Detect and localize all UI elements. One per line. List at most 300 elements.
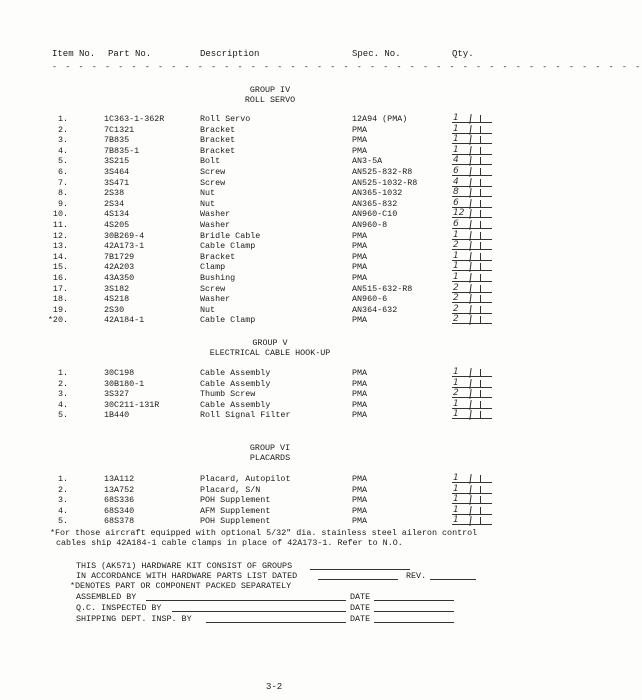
table-row: [0, 410, 540, 420]
qty-mark: [452, 262, 500, 272]
part-number: 13A112: [104, 474, 135, 484]
qty-check-mark-2: [480, 126, 481, 134]
qty-handwritten: 12: [453, 208, 465, 219]
qty-mark: [452, 410, 500, 420]
part-number: 30C198: [104, 368, 135, 378]
part-number: 68S336: [104, 495, 135, 506]
part-description: Cable Clamp: [200, 315, 256, 326]
qty-check-mark-2: [480, 136, 481, 144]
spec-number: AN960-6: [352, 294, 388, 305]
part-description: Bridle Cable: [200, 230, 261, 241]
qty-check-mark-2: [480, 263, 481, 271]
qty-handwritten: 2: [453, 293, 459, 304]
part-description: Bracket: [200, 135, 236, 146]
part-number: 43A350: [104, 273, 135, 283]
item-number: 4.: [57, 399, 68, 410]
spec-number: AN525-1032-R8: [352, 177, 418, 188]
part-description: Washer: [200, 220, 231, 230]
rev-fill-line[interactable]: [430, 571, 476, 580]
spec-number: AN365-832: [352, 198, 398, 209]
item-number: 2.: [57, 124, 68, 135]
item-number: 3.: [57, 389, 68, 400]
qc-date-label: DATE: [350, 603, 371, 613]
qty-mark: [452, 125, 500, 135]
qty-mark: [452, 114, 500, 124]
qty-checkbox[interactable]: [452, 284, 500, 294]
qty-check-mark-2: [480, 274, 481, 282]
part-number: 4S134: [104, 209, 130, 220]
qty-checkbox[interactable]: [452, 495, 500, 505]
qty-handwritten: 1: [453, 473, 459, 483]
qty-check-mark-2: [480, 157, 481, 165]
qty-check-mark-2: [480, 507, 481, 515]
dated-fill-line[interactable]: [318, 571, 398, 580]
qty-mark: [452, 241, 500, 251]
qty-checkbox[interactable]: [452, 474, 500, 484]
qty-checkbox[interactable]: [452, 199, 500, 209]
qty-checkbox[interactable]: [452, 231, 500, 241]
qty-check-mark-2: [480, 475, 481, 483]
qty-checkbox[interactable]: [452, 516, 500, 526]
spec-number: PMA: [352, 262, 368, 273]
item-number: 8.: [57, 188, 68, 199]
item-number: 5.: [57, 516, 68, 527]
qty-handwritten: 1: [453, 504, 459, 515]
part-description: AFM Supplement: [200, 505, 271, 516]
table-row: [0, 506, 540, 516]
qty-mark: [452, 495, 500, 505]
table-row: [0, 516, 540, 526]
header-part-no: Part No.: [108, 49, 152, 59]
qty-check-mark-2: [480, 390, 481, 398]
spec-number: AN364-632: [352, 304, 398, 315]
qty-check-mark-2: [480, 210, 481, 218]
qty-checkbox[interactable]: [452, 262, 500, 272]
qty-check-mark-2: [480, 253, 481, 261]
qty-checkbox[interactable]: [452, 273, 500, 283]
spec-number: PMA: [352, 273, 368, 283]
qty-mark: [452, 284, 500, 294]
table-row: [0, 485, 540, 495]
shipping-date-fill-line[interactable]: [374, 614, 454, 623]
assembled-date-fill-line[interactable]: [374, 592, 454, 601]
qty-mark: [452, 188, 500, 198]
qty-handwritten: 2: [453, 240, 459, 251]
table-row: [0, 294, 540, 304]
part-description: Cable Clamp: [200, 241, 256, 252]
part-description: Cable Assembly: [200, 378, 271, 389]
qty-handwritten: 2: [453, 314, 459, 325]
spec-number: PMA: [352, 399, 368, 410]
column-header: [0, 49, 540, 61]
qty-checkbox[interactable]: [452, 294, 500, 304]
group-v-title: GROUP V: [252, 338, 288, 348]
header-divider: - - - - - - - - - - - - - - - - - - - - - - - - - - - - - - - - - - - - - - - - - - - - -: [52, 62, 642, 72]
qty-handwritten: 1: [453, 367, 459, 377]
assembled-date-label: DATE: [350, 592, 371, 602]
qty-mark: [452, 368, 500, 378]
qty-check-mark-2: [480, 200, 481, 208]
qty-checkbox[interactable]: [452, 146, 500, 156]
part-number: 1B440: [104, 410, 130, 421]
qty-check-mark-2: [480, 401, 481, 409]
qty-handwritten: 2: [453, 282, 459, 293]
qty-checkbox[interactable]: [452, 209, 500, 219]
spec-number: PMA: [352, 368, 368, 378]
qty-mark: [452, 209, 500, 219]
qty-checkbox[interactable]: [452, 135, 500, 145]
part-description: Nut: [200, 304, 216, 315]
qty-handwritten: 1: [453, 494, 459, 505]
spec-number: PMA: [352, 315, 368, 326]
qty-checkbox[interactable]: [452, 125, 500, 135]
qty-mark: [452, 516, 500, 526]
part-number: 2S38: [104, 188, 125, 199]
qty-mark: [452, 231, 500, 241]
part-description: Screw: [200, 167, 226, 177]
spec-number: PMA: [352, 251, 368, 262]
table-row: [0, 220, 540, 230]
part-description: Placard, S/N: [200, 484, 261, 495]
item-number: 11.: [52, 220, 68, 230]
qty-checkbox[interactable]: [452, 368, 500, 378]
part-description: Screw: [200, 283, 226, 294]
part-description: Bracket: [200, 145, 236, 156]
qty-mark: [452, 178, 500, 188]
table-row: [0, 379, 540, 389]
qty-handwritten: 6: [453, 166, 459, 176]
qty-mark: [452, 400, 500, 410]
qty-checkbox[interactable]: [452, 188, 500, 198]
header-item-no: Item No.: [52, 49, 96, 59]
item-number: 18.: [52, 294, 68, 305]
part-number: 3S327: [104, 389, 130, 400]
qty-mark: [452, 294, 500, 304]
spec-number: PMA: [352, 135, 368, 146]
table-row: [0, 284, 540, 294]
item-number: 3.: [57, 495, 68, 506]
spec-number: PMA: [352, 241, 368, 252]
header-qty: Qty.: [452, 49, 474, 59]
qty-handwritten: 2: [453, 388, 459, 399]
spec-number: AN515-632-R8: [352, 283, 413, 294]
table-row: [0, 167, 540, 177]
table-row: [0, 146, 540, 156]
footer-kit-groups: [76, 561, 496, 571]
table-row: [0, 199, 540, 209]
qty-checkbox[interactable]: [452, 485, 500, 495]
qty-check-mark-2: [480, 306, 481, 314]
item-number: 2.: [57, 484, 68, 495]
table-row: [0, 315, 540, 325]
qty-handwritten: 1: [453, 123, 459, 134]
qty-check-mark-2: [480, 380, 481, 388]
qty-check-mark-2: [480, 189, 481, 197]
item-number: 1.: [57, 114, 68, 124]
table-row: [0, 495, 540, 505]
table-row: [0, 125, 540, 135]
qty-checkbox[interactable]: [452, 178, 500, 188]
qty-mark: [452, 305, 500, 315]
qty-checkbox[interactable]: [452, 305, 500, 315]
qty-checkbox[interactable]: [452, 379, 500, 389]
qty-handwritten: 6: [453, 197, 459, 208]
part-number: 13A752: [104, 484, 135, 495]
footer-kit-groups-text: THIS (AK571) HARDWARE KIT CONSIST OF GROUPS: [76, 561, 293, 571]
qty-check-mark-2: [480, 168, 481, 176]
part-description: Bracket: [200, 124, 236, 135]
qty-mark: [452, 156, 500, 166]
qty-check-mark-2: [480, 316, 481, 324]
qty-handwritten: 1: [453, 398, 459, 409]
group-iv-title: GROUP IV: [249, 85, 291, 95]
qty-check-mark-2: [480, 242, 481, 250]
qty-mark: [452, 252, 500, 262]
table-row: [0, 474, 540, 484]
part-description: Thumb Screw: [200, 389, 256, 400]
item-number: 1.: [57, 368, 68, 378]
qty-mark: [452, 146, 500, 156]
part-number: 42A203: [104, 262, 135, 273]
qty-mark: [452, 506, 500, 516]
qc-inspected-label: Q.C. INSPECTED BY: [76, 603, 162, 613]
qty-check-mark-2: [480, 295, 481, 303]
qty-checkbox[interactable]: [452, 400, 500, 410]
qty-checkbox[interactable]: [452, 252, 500, 262]
table-row: [0, 188, 540, 198]
footnote-line-2: cables ship 42A184-1 cable clamps in place of 42A173-1. Refer to N.O.: [56, 538, 403, 548]
part-description: POH Supplement: [200, 495, 271, 506]
footer-denotes-text: *DENOTES PART OR COMPONENT PACKED SEPARATELY: [70, 581, 292, 591]
spec-number: PMA: [352, 505, 368, 516]
qty-handwritten: 6: [453, 219, 459, 229]
qty-handwritten: 2: [453, 303, 459, 314]
footer-qc-inspected: [76, 603, 496, 613]
item-number: 5.: [57, 410, 68, 421]
item-number: 16.: [52, 273, 68, 283]
spec-number: PMA: [352, 124, 368, 135]
qty-mark: [452, 485, 500, 495]
qty-check-mark-2: [480, 179, 481, 187]
spec-number: AN365-1032: [352, 188, 403, 199]
footer-parts-list-text: IN ACCORDANCE WITH HARDWARE PARTS LIST DATED: [76, 571, 298, 581]
table-row: [0, 252, 540, 262]
qty-handwritten: 1: [453, 229, 459, 240]
qty-check-mark-2: [480, 411, 481, 419]
spec-number: AN525-832-R8: [352, 167, 413, 177]
table-row: [0, 273, 540, 283]
qty-mark: [452, 135, 500, 145]
qty-checkbox[interactable]: [452, 156, 500, 166]
spec-number: PMA: [352, 516, 368, 527]
group-iv-subtitle: ROLL SERVO: [244, 95, 296, 105]
table-row: [0, 262, 540, 272]
assembled-by-label: ASSEMBLED BY: [76, 592, 137, 602]
qty-underline: [452, 323, 492, 324]
qty-check-mark-2: [480, 517, 481, 525]
qty-checkbox[interactable]: [452, 315, 500, 325]
part-description: Nut: [200, 198, 216, 209]
qty-mark: [452, 167, 500, 177]
part-number: 68S378: [104, 516, 135, 527]
part-number: 2S34: [104, 198, 125, 209]
item-number: 9.: [57, 198, 68, 209]
part-description: Bushing: [200, 273, 236, 283]
part-number: 3S471: [104, 177, 130, 188]
qty-checkbox[interactable]: [452, 389, 500, 399]
footer-rev-label: REV.: [406, 571, 427, 581]
item-number: 6.: [57, 167, 68, 177]
qty-mark: [452, 220, 500, 230]
footnote-line-1: *For those aircraft equipped with optional 5/32" dia. stainless steel aileron control: [50, 528, 478, 538]
qty-check-mark-2: [480, 369, 481, 377]
qty-mark: [452, 315, 500, 325]
item-number: 14.: [52, 251, 68, 262]
part-description: Roll Servo: [200, 114, 251, 124]
part-number: 2S30: [104, 304, 125, 315]
part-number: 42A173-1: [104, 241, 145, 252]
qty-checkbox[interactable]: [452, 167, 500, 177]
qty-checkbox[interactable]: [452, 506, 500, 516]
part-description: Bracket: [200, 251, 236, 262]
qty-checkbox[interactable]: [452, 220, 500, 230]
group-v-subtitle: ELECTRICAL CABLE HOOK-UP: [209, 348, 331, 358]
shipping-insp-fill-line[interactable]: [206, 614, 346, 623]
header-description: Description: [200, 49, 260, 59]
part-number: 3S464: [104, 167, 130, 177]
part-description: Screw: [200, 177, 226, 188]
qty-underline: [452, 524, 492, 525]
footer-shipping-insp: [76, 614, 496, 624]
shipping-insp-label: SHIPPING DEPT. INSP. BY: [76, 614, 192, 624]
part-description: Bolt: [200, 156, 221, 167]
item-number: 4.: [57, 505, 68, 516]
part-number: 1C363-1-362R: [104, 114, 165, 124]
item-number: 17.: [52, 283, 68, 294]
table-row: [0, 135, 540, 145]
qty-mark: [452, 474, 500, 484]
table-row: [0, 156, 540, 166]
part-description: Cable Assembly: [200, 368, 271, 378]
part-description: POH Supplement: [200, 516, 271, 527]
spec-number: PMA: [352, 410, 368, 421]
item-number: 1.: [57, 474, 68, 484]
qty-checkbox[interactable]: [452, 241, 500, 251]
spec-number: PMA: [352, 484, 368, 495]
qty-checkbox[interactable]: [452, 410, 500, 420]
part-description: Placard, Autopilot: [200, 474, 291, 484]
spec-number: PMA: [352, 230, 368, 241]
header-spec-no: Spec. No.: [352, 49, 401, 59]
item-number: *20.: [47, 315, 68, 326]
qty-handwritten: 1: [453, 272, 459, 282]
part-description: Nut: [200, 188, 216, 199]
table-row: [0, 389, 540, 399]
item-number: 12.: [52, 230, 68, 241]
page-number: 3-2: [266, 682, 283, 692]
qty-handwritten: 4: [453, 176, 459, 187]
spec-number: PMA: [352, 389, 368, 400]
part-number: 30C211-131R: [104, 399, 160, 410]
groups-fill-line[interactable]: [310, 561, 410, 570]
table-row: [0, 231, 540, 241]
shipping-date-label: DATE: [350, 614, 371, 624]
item-number: 7.: [57, 177, 68, 188]
spec-number: PMA: [352, 495, 368, 506]
part-description: Washer: [200, 294, 231, 305]
qty-handwritten: 1: [453, 409, 459, 420]
part-number: 30B269-4: [104, 230, 145, 241]
qty-check-mark-2: [480, 486, 481, 494]
qty-handwritten: 1: [453, 377, 459, 388]
assembled-by-fill-line[interactable]: [146, 592, 346, 601]
item-number: 10.: [52, 209, 68, 220]
footer-assembled-by: [76, 592, 496, 602]
qty-check-mark-2: [480, 115, 481, 123]
qty-handwritten: 1: [453, 261, 459, 272]
item-number: 3.: [57, 135, 68, 146]
group-vi-subtitle: PLACARDS: [249, 453, 291, 463]
qty-handwritten: 1: [453, 134, 459, 145]
qty-checkbox[interactable]: [452, 114, 500, 124]
part-number: 7B835: [104, 135, 130, 146]
spec-number: PMA: [352, 474, 368, 484]
qty-check-mark-2: [480, 496, 481, 504]
part-description: Washer: [200, 209, 231, 220]
part-description: Clamp: [200, 262, 226, 273]
qty-handwritten: 8: [453, 187, 459, 198]
part-number: 68S340: [104, 505, 135, 516]
qc-inspected-fill-line[interactable]: [172, 603, 346, 612]
qty-check-mark-2: [480, 221, 481, 229]
part-number: 30B180-1: [104, 378, 145, 389]
table-row: [0, 178, 540, 188]
qty-handwritten: 1: [453, 113, 459, 123]
part-number: 4S205: [104, 220, 130, 230]
part-number: 7B835-1: [104, 145, 140, 156]
qc-date-fill-line[interactable]: [374, 603, 454, 612]
table-row: [0, 368, 540, 378]
part-description: Cable Assembly: [200, 399, 271, 410]
spec-number: AN960-C10: [352, 209, 398, 220]
part-number: 3S182: [104, 283, 130, 294]
qty-underline: [452, 418, 492, 419]
qty-check-mark-2: [480, 147, 481, 155]
part-number: 7C1321: [104, 124, 135, 135]
item-number: 15.: [52, 262, 68, 273]
item-number: 5.: [57, 156, 68, 167]
table-row: [0, 241, 540, 251]
qty-handwritten: 1: [453, 250, 459, 261]
spec-number: AN3-5A: [352, 156, 383, 167]
part-number: 3S215: [104, 156, 130, 167]
table-row: [0, 209, 540, 219]
spec-number: 12A94 (PMA): [352, 114, 408, 124]
spec-number: PMA: [352, 378, 368, 389]
spec-number: PMA: [352, 145, 368, 156]
qty-handwritten: 1: [453, 144, 459, 155]
item-number: 19.: [52, 304, 68, 315]
qty-check-mark-2: [480, 232, 481, 240]
qty-mark: [452, 379, 500, 389]
part-number: 7B1729: [104, 251, 135, 262]
qty-mark: [452, 389, 500, 399]
item-number: 13.: [52, 241, 68, 252]
item-number: 2.: [57, 378, 68, 389]
table-row: [0, 305, 540, 315]
qty-mark: [452, 273, 500, 283]
qty-handwritten: 1: [453, 483, 459, 494]
